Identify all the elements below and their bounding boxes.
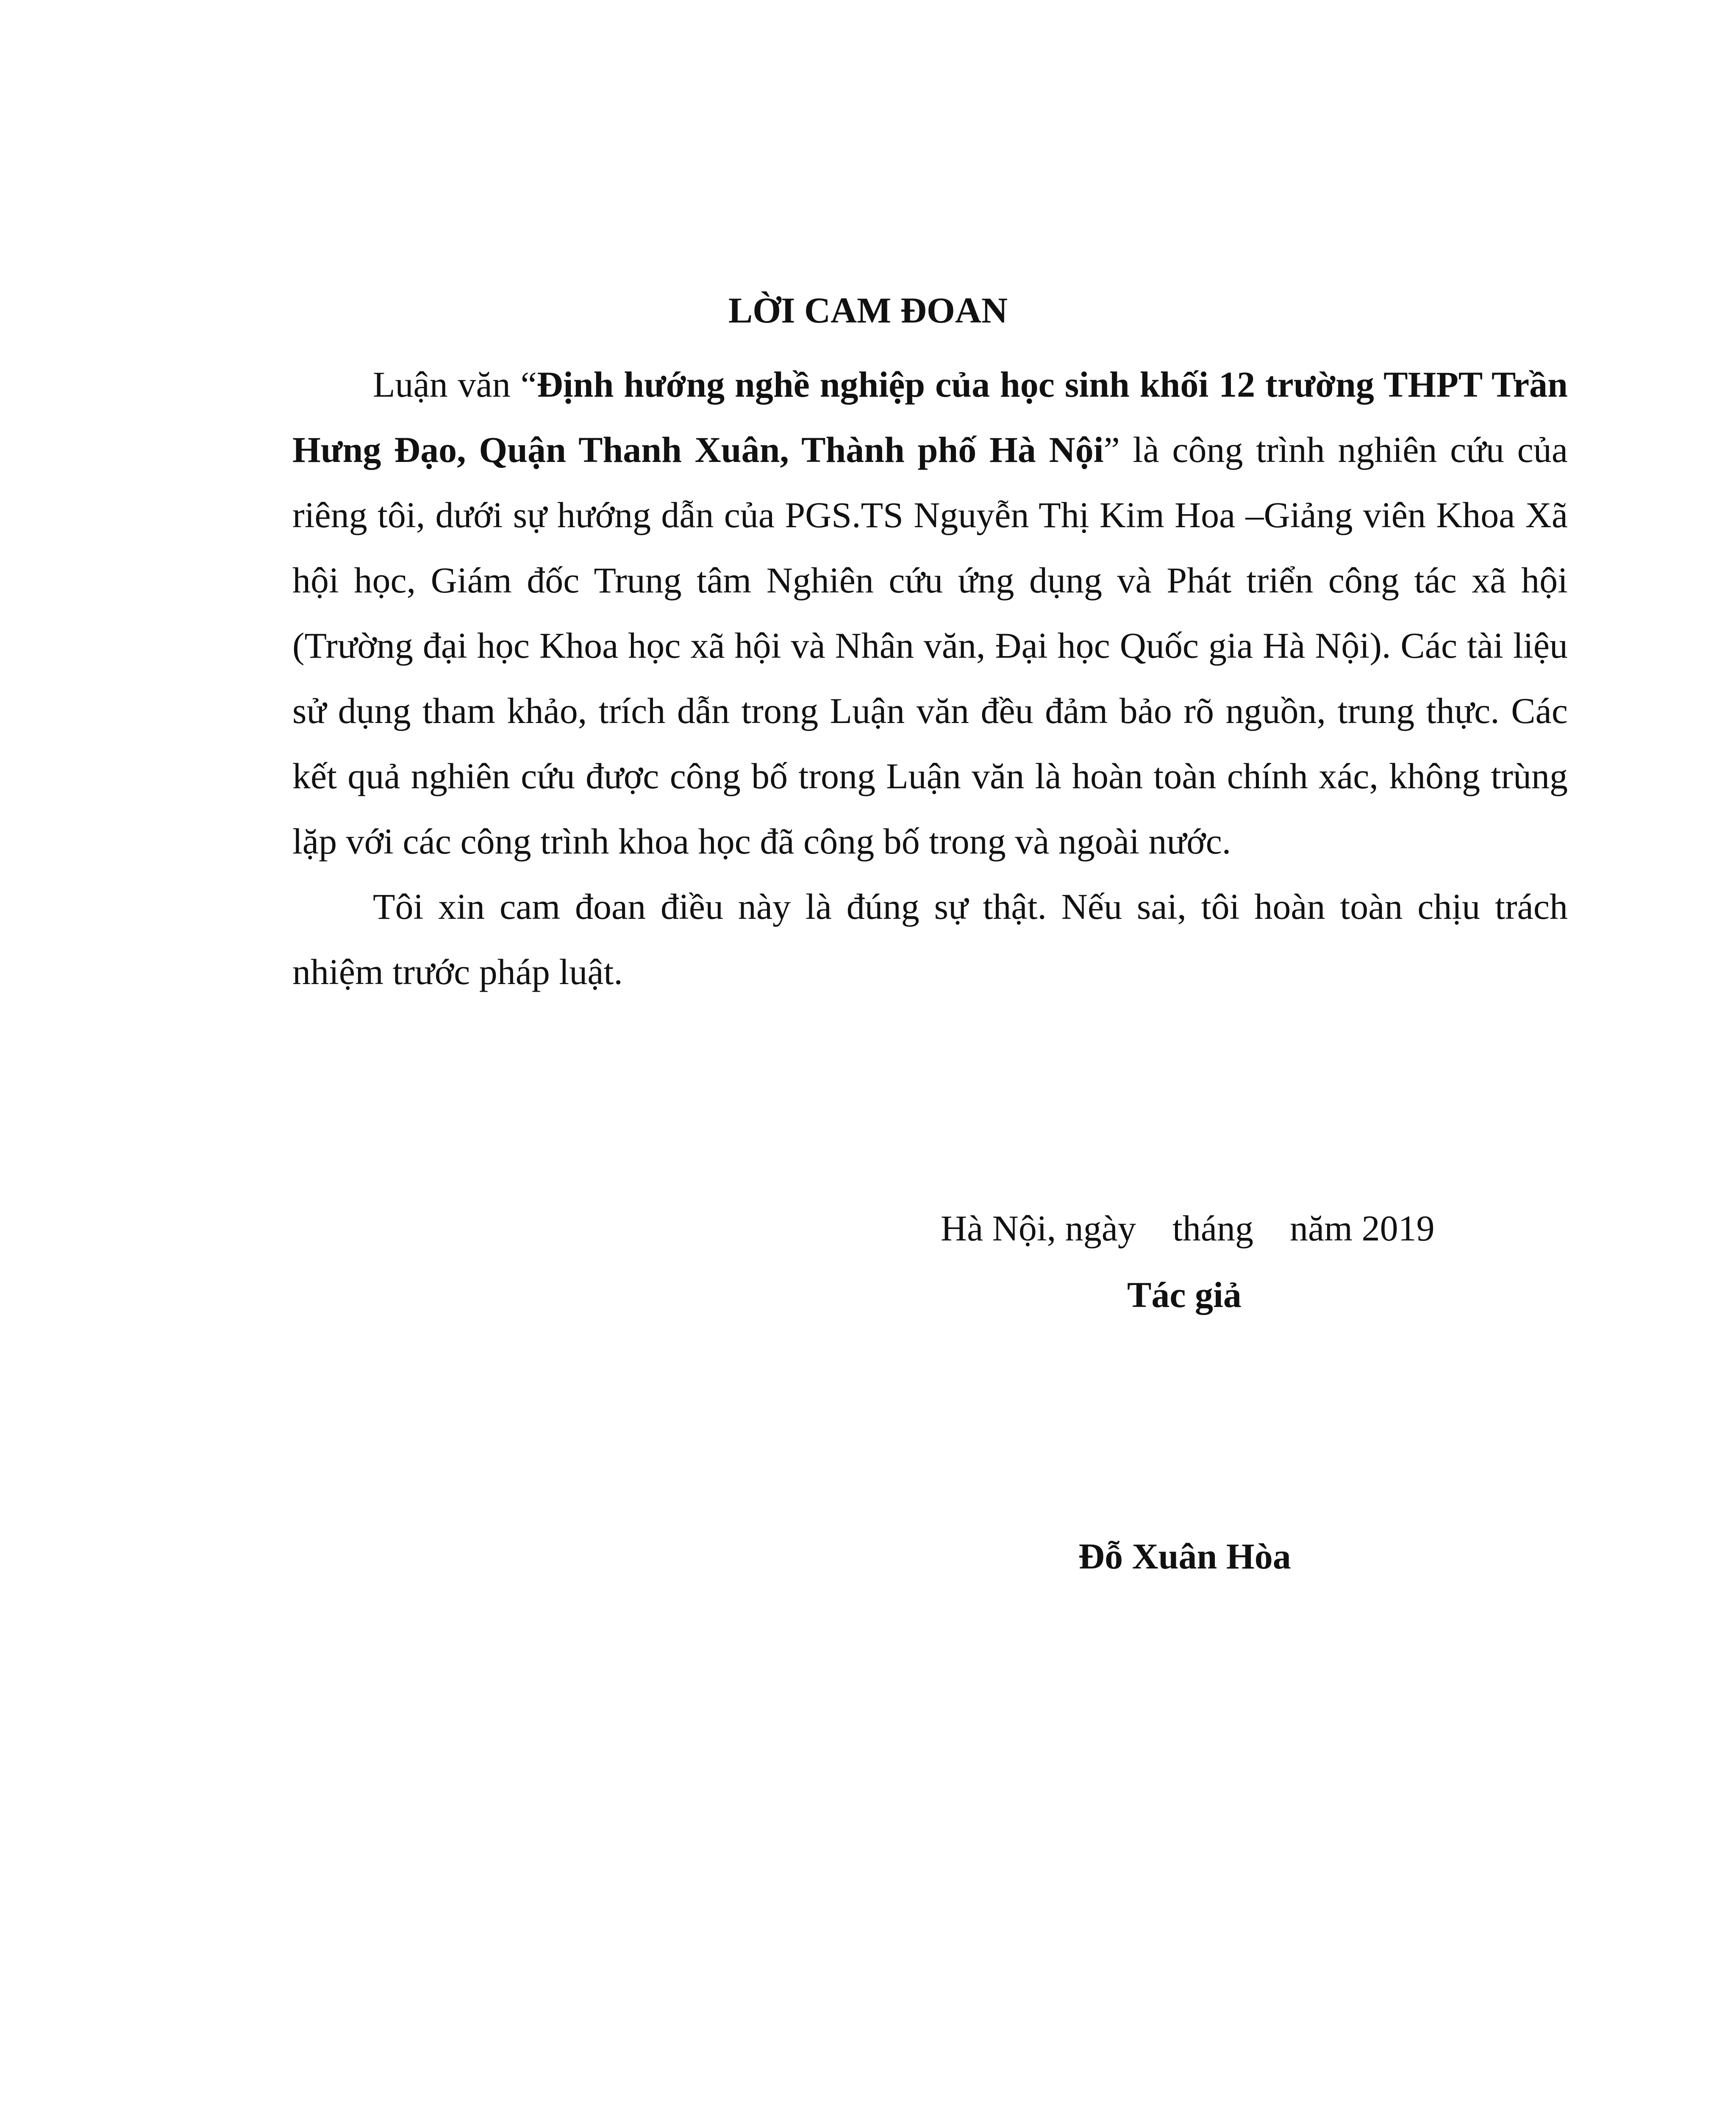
author-label: Tác giả: [1127, 1274, 1242, 1315]
thesis-title: Định hướng nghề nghiệp của học sinh khối 12 trường THPT Trần Hưng Đạo, Quận Thanh Xuân, Thành phố Hà Nội: [292, 364, 1568, 470]
paragraph-intro: Luận văn “: [373, 364, 537, 405]
commitment-paragraph: Tôi xin cam đoan điều này là đúng sự thật. Nếu sai, tôi hoàn toàn chịu trách nhiệm trước pháp luật.: [292, 886, 1568, 992]
declaration-paragraph: [292, 352, 1568, 874]
declaration-body: [292, 352, 1568, 1004]
paragraph-rest: ” là công trình nghiên cứu của riêng tôi, dưới sự hướng dẫn của PGS.TS Nguyễn Thị Kim Hoa –Giảng viên Khoa Xã hội học, Giám đốc Trung tâm Nghiên cứu ứng dụng và Phát triển công tác xã hội (Trường đại học Khoa học xã hội và Nhân văn, Đại học Quốc gia Hà Nội). Các tài liệu sử dụng tham khảo, trích dẫn trong Luận văn đều đảm bảo rõ nguồn, trung thực. Các kết quả nghiên cứu được công bố trong Luận văn là hoàn toàn chính xác, không trùng lặp với các công trình khoa học đã công bố trong và ngoài nước.: [292, 429, 1568, 862]
page-title: LỜI CAM ĐOAN: [728, 290, 1008, 331]
author-name: Đỗ Xuân Hòa: [1078, 1536, 1291, 1577]
date-line: Hà Nội, ngày tháng năm 2019: [941, 1208, 1435, 1249]
